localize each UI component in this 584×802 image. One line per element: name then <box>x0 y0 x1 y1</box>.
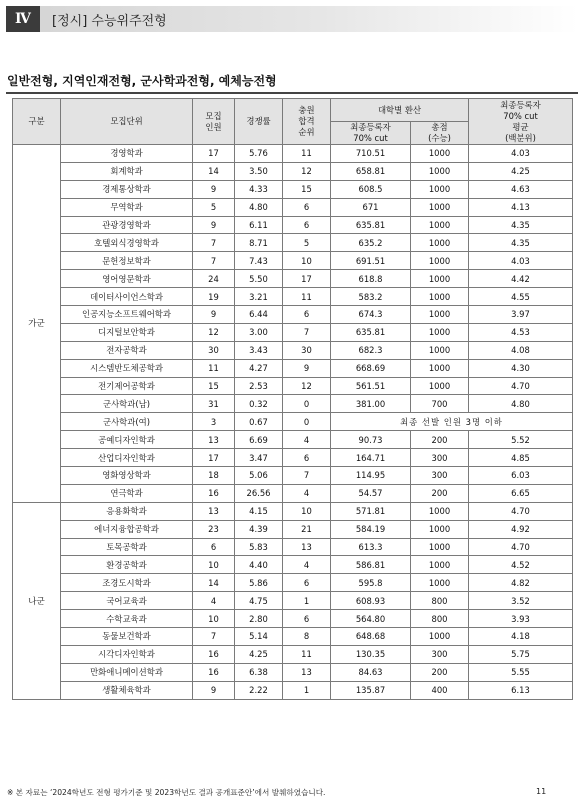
cell-dept: 연극학과 <box>61 484 193 502</box>
cell-total: 400 <box>411 681 469 699</box>
cell-dept: 산업디자인학과 <box>61 449 193 467</box>
group-label: 가군 <box>13 145 61 503</box>
cell-total: 1000 <box>411 198 469 216</box>
cell-order: 6 <box>283 449 331 467</box>
cell-total: 1000 <box>411 306 469 324</box>
cell-avg: 4.35 <box>469 216 573 234</box>
cell-quota: 13 <box>193 502 235 520</box>
table-row <box>13 145 573 163</box>
cell-avg: 4.55 <box>469 288 573 306</box>
cell-note: 최종 선발 인원 3명 이하 <box>331 413 573 431</box>
table-row <box>13 341 573 359</box>
cell-avg: 6.13 <box>469 681 573 699</box>
cell-ratio: 2.80 <box>235 610 283 628</box>
cell-avg: 6.03 <box>469 467 573 485</box>
cell-ratio: 5.14 <box>235 628 283 646</box>
cell-ratio: 2.53 <box>235 377 283 395</box>
cell-avg: 5.55 <box>469 663 573 681</box>
cell-dept: 영어영문학과 <box>61 270 193 288</box>
cell-total: 800 <box>411 610 469 628</box>
table-row <box>13 180 573 198</box>
cell-quota: 16 <box>193 484 235 502</box>
cell-order: 11 <box>283 645 331 663</box>
table-row <box>13 592 573 610</box>
table-row <box>13 395 573 413</box>
cell-quota: 5 <box>193 198 235 216</box>
cell-total: 1000 <box>411 377 469 395</box>
footnote: ※ 본 자료는 ‘2024학년도 전형 평가기준 및 2023학년도 결과 공개표준안’에서 발췌하였습니다. <box>7 788 326 797</box>
cell-dept: 수학교육과 <box>61 610 193 628</box>
table-row <box>13 198 573 216</box>
table-body <box>13 145 573 700</box>
cell-dept: 인공지능소프트웨어학과 <box>61 306 193 324</box>
cell-avg: 4.53 <box>469 323 573 341</box>
header-conv-cut: 최종등록자 70% cut <box>331 122 411 145</box>
header-conv-total: 총점 (수능) <box>411 122 469 145</box>
cell-quota: 17 <box>193 145 235 163</box>
table-subtitle: 일반전형, 지역인재전형, 군사학과전형, 예체능전형 <box>7 74 277 88</box>
cell-cut: 135.87 <box>331 681 411 699</box>
section-number-badge: Ⅳ <box>6 6 40 32</box>
header-order: 충원 합격 순위 <box>283 99 331 145</box>
cell-order: 6 <box>283 306 331 324</box>
cell-dept: 전자공학과 <box>61 341 193 359</box>
cell-cut: 595.8 <box>331 574 411 592</box>
cell-cut: 84.63 <box>331 663 411 681</box>
cell-cut: 635.2 <box>331 234 411 252</box>
cell-quota: 12 <box>193 323 235 341</box>
cell-quota: 11 <box>193 359 235 377</box>
cell-cut: 583.2 <box>331 288 411 306</box>
cell-dept: 호텔외식경영학과 <box>61 234 193 252</box>
cell-ratio: 6.38 <box>235 663 283 681</box>
cell-order: 1 <box>283 592 331 610</box>
cell-total: 1000 <box>411 145 469 163</box>
cell-total: 1000 <box>411 270 469 288</box>
cell-ratio: 0.32 <box>235 395 283 413</box>
cell-cut: 90.73 <box>331 431 411 449</box>
cell-order: 0 <box>283 413 331 431</box>
cell-total: 1000 <box>411 162 469 180</box>
table-row <box>13 556 573 574</box>
header-ratio: 경쟁률 <box>235 99 283 145</box>
cell-avg: 4.70 <box>469 538 573 556</box>
table-row <box>13 288 573 306</box>
cell-quota: 23 <box>193 520 235 538</box>
cell-avg: 4.82 <box>469 574 573 592</box>
cell-quota: 14 <box>193 574 235 592</box>
section-header <box>6 6 578 32</box>
cell-quota: 9 <box>193 306 235 324</box>
cell-order: 13 <box>283 538 331 556</box>
cell-avg: 3.97 <box>469 306 573 324</box>
cell-dept: 응용화학과 <box>61 502 193 520</box>
cell-order: 10 <box>283 502 331 520</box>
cell-quota: 30 <box>193 341 235 359</box>
cell-quota: 31 <box>193 395 235 413</box>
cell-cut: 561.51 <box>331 377 411 395</box>
cell-quota: 15 <box>193 377 235 395</box>
cell-ratio: 4.15 <box>235 502 283 520</box>
cell-order: 7 <box>283 323 331 341</box>
admission-results-table <box>12 98 573 700</box>
cell-quota: 9 <box>193 681 235 699</box>
cell-avg: 4.52 <box>469 556 573 574</box>
table-row <box>13 449 573 467</box>
table-row <box>13 628 573 646</box>
table-row <box>13 663 573 681</box>
cell-total: 1000 <box>411 556 469 574</box>
cell-avg: 4.03 <box>469 145 573 163</box>
cell-order: 12 <box>283 162 331 180</box>
cell-order: 6 <box>283 216 331 234</box>
cell-total: 1000 <box>411 323 469 341</box>
cell-ratio: 6.69 <box>235 431 283 449</box>
cell-ratio: 3.21 <box>235 288 283 306</box>
table-row <box>13 216 573 234</box>
cell-cut: 668.69 <box>331 359 411 377</box>
cell-avg: 4.35 <box>469 234 573 252</box>
cell-quota: 10 <box>193 610 235 628</box>
cell-cut: 114.95 <box>331 467 411 485</box>
cell-ratio: 3.43 <box>235 341 283 359</box>
cell-dept: 영화영상학과 <box>61 467 193 485</box>
cell-quota: 18 <box>193 467 235 485</box>
cell-ratio: 26.56 <box>235 484 283 502</box>
table-row <box>13 610 573 628</box>
cell-total: 1000 <box>411 252 469 270</box>
cell-quota: 13 <box>193 431 235 449</box>
cell-cut: 691.51 <box>331 252 411 270</box>
cell-ratio: 7.43 <box>235 252 283 270</box>
cell-avg: 4.63 <box>469 180 573 198</box>
cell-quota: 24 <box>193 270 235 288</box>
cell-cut: 586.81 <box>331 556 411 574</box>
cell-dept: 경영학과 <box>61 145 193 163</box>
cell-avg: 3.93 <box>469 610 573 628</box>
cell-ratio: 4.80 <box>235 198 283 216</box>
cell-cut: 648.68 <box>331 628 411 646</box>
cell-total: 300 <box>411 467 469 485</box>
cell-cut: 710.51 <box>331 145 411 163</box>
cell-ratio: 3.47 <box>235 449 283 467</box>
cell-order: 6 <box>283 198 331 216</box>
cell-order: 5 <box>283 234 331 252</box>
page-number: 11 <box>536 787 547 796</box>
cell-dept: 시각디자인학과 <box>61 645 193 663</box>
cell-dept: 토목공학과 <box>61 538 193 556</box>
table-row <box>13 413 573 431</box>
cell-cut: 130.35 <box>331 645 411 663</box>
cell-cut: 608.5 <box>331 180 411 198</box>
cell-avg: 4.92 <box>469 520 573 538</box>
cell-dept: 군사학과(남) <box>61 395 193 413</box>
cell-total: 200 <box>411 663 469 681</box>
cell-ratio: 5.50 <box>235 270 283 288</box>
cell-quota: 17 <box>193 449 235 467</box>
cell-quota: 16 <box>193 645 235 663</box>
cell-avg: 4.42 <box>469 270 573 288</box>
group-label: 나군 <box>13 502 61 699</box>
cell-avg: 4.70 <box>469 502 573 520</box>
header-dept: 모집단위 <box>61 99 193 145</box>
cell-ratio: 5.83 <box>235 538 283 556</box>
cell-order: 11 <box>283 288 331 306</box>
cell-cut: 608.93 <box>331 592 411 610</box>
cell-order: 4 <box>283 431 331 449</box>
cell-cut: 682.3 <box>331 341 411 359</box>
cell-cut: 381.00 <box>331 395 411 413</box>
cell-cut: 571.81 <box>331 502 411 520</box>
cell-total: 1000 <box>411 216 469 234</box>
cell-total: 1000 <box>411 520 469 538</box>
cell-dept: 문헌정보학과 <box>61 252 193 270</box>
cell-total: 1000 <box>411 628 469 646</box>
cell-dept: 무역학과 <box>61 198 193 216</box>
cell-cut: 54.57 <box>331 484 411 502</box>
cell-order: 0 <box>283 395 331 413</box>
cell-order: 12 <box>283 377 331 395</box>
table-row <box>13 467 573 485</box>
cell-ratio: 4.75 <box>235 592 283 610</box>
table-row <box>13 645 573 663</box>
cell-dept: 만화애니메이션학과 <box>61 663 193 681</box>
cell-cut: 613.3 <box>331 538 411 556</box>
cell-avg: 3.52 <box>469 592 573 610</box>
cell-dept: 공예디자인학과 <box>61 431 193 449</box>
cell-order: 7 <box>283 467 331 485</box>
cell-order: 10 <box>283 252 331 270</box>
cell-dept: 관광경영학과 <box>61 216 193 234</box>
cell-quota: 16 <box>193 663 235 681</box>
subtitle-rule <box>6 92 578 94</box>
cell-dept: 생활체육학과 <box>61 681 193 699</box>
cell-quota: 7 <box>193 628 235 646</box>
cell-quota: 9 <box>193 180 235 198</box>
cell-ratio: 2.22 <box>235 681 283 699</box>
cell-avg: 5.52 <box>469 431 573 449</box>
cell-total: 1000 <box>411 538 469 556</box>
cell-ratio: 4.25 <box>235 645 283 663</box>
cell-ratio: 5.76 <box>235 145 283 163</box>
cell-cut: 584.19 <box>331 520 411 538</box>
cell-dept: 전기제어공학과 <box>61 377 193 395</box>
cell-avg: 4.18 <box>469 628 573 646</box>
cell-ratio: 8.71 <box>235 234 283 252</box>
cell-total: 800 <box>411 592 469 610</box>
cell-dept: 환경공학과 <box>61 556 193 574</box>
cell-avg: 4.85 <box>469 449 573 467</box>
header-quota: 모집 인원 <box>193 99 235 145</box>
cell-order: 4 <box>283 556 331 574</box>
cell-avg: 6.65 <box>469 484 573 502</box>
cell-ratio: 5.06 <box>235 467 283 485</box>
cell-quota: 3 <box>193 413 235 431</box>
cell-cut: 164.71 <box>331 449 411 467</box>
cell-order: 9 <box>283 359 331 377</box>
cell-order: 13 <box>283 663 331 681</box>
cell-avg: 4.30 <box>469 359 573 377</box>
table-row <box>13 431 573 449</box>
cell-quota: 4 <box>193 592 235 610</box>
cell-dept: 회계학과 <box>61 162 193 180</box>
table-row <box>13 270 573 288</box>
cell-dept: 데이터사이언스학과 <box>61 288 193 306</box>
header-group: 구분 <box>13 99 61 145</box>
cell-total: 300 <box>411 449 469 467</box>
cell-quota: 7 <box>193 252 235 270</box>
cell-quota: 14 <box>193 162 235 180</box>
cell-dept: 동물보건학과 <box>61 628 193 646</box>
cell-total: 300 <box>411 645 469 663</box>
section-title: [정시] 수능위주전형 <box>52 14 167 29</box>
cell-total: 700 <box>411 395 469 413</box>
table-row <box>13 162 573 180</box>
header-final-avg: 최종등록자 70% cut 평균 (백분위) <box>469 99 573 145</box>
cell-ratio: 5.86 <box>235 574 283 592</box>
cell-total: 1000 <box>411 341 469 359</box>
cell-order: 21 <box>283 520 331 538</box>
cell-ratio: 4.40 <box>235 556 283 574</box>
table-row <box>13 520 573 538</box>
cell-quota: 6 <box>193 538 235 556</box>
cell-total: 200 <box>411 484 469 502</box>
cell-cut: 635.81 <box>331 216 411 234</box>
cell-avg: 4.13 <box>469 198 573 216</box>
cell-dept: 에너지융합공학과 <box>61 520 193 538</box>
cell-avg: 4.08 <box>469 341 573 359</box>
cell-cut: 671 <box>331 198 411 216</box>
table-row <box>13 377 573 395</box>
cell-order: 17 <box>283 270 331 288</box>
cell-order: 15 <box>283 180 331 198</box>
cell-ratio: 3.00 <box>235 323 283 341</box>
cell-quota: 10 <box>193 556 235 574</box>
cell-ratio: 6.44 <box>235 306 283 324</box>
cell-avg: 4.80 <box>469 395 573 413</box>
cell-cut: 635.81 <box>331 323 411 341</box>
cell-order: 8 <box>283 628 331 646</box>
cell-total: 1000 <box>411 180 469 198</box>
cell-order: 6 <box>283 574 331 592</box>
cell-total: 1000 <box>411 574 469 592</box>
cell-dept: 디지털보안학과 <box>61 323 193 341</box>
cell-dept: 시스템반도체공학과 <box>61 359 193 377</box>
cell-cut: 674.3 <box>331 306 411 324</box>
cell-order: 30 <box>283 341 331 359</box>
cell-ratio: 4.27 <box>235 359 283 377</box>
cell-avg: 4.03 <box>469 252 573 270</box>
cell-quota: 7 <box>193 234 235 252</box>
cell-total: 1000 <box>411 359 469 377</box>
table-row <box>13 538 573 556</box>
cell-avg: 4.25 <box>469 162 573 180</box>
cell-order: 1 <box>283 681 331 699</box>
table-row <box>13 323 573 341</box>
header-conversion: 대학별 환산 <box>331 99 469 122</box>
cell-total: 1000 <box>411 234 469 252</box>
cell-cut: 658.81 <box>331 162 411 180</box>
cell-dept: 조경도시학과 <box>61 574 193 592</box>
cell-total: 200 <box>411 431 469 449</box>
table-row <box>13 234 573 252</box>
table-row <box>13 681 573 699</box>
cell-quota: 9 <box>193 216 235 234</box>
cell-ratio: 0.67 <box>235 413 283 431</box>
table-row <box>13 306 573 324</box>
cell-total: 1000 <box>411 502 469 520</box>
cell-quota: 19 <box>193 288 235 306</box>
cell-ratio: 4.33 <box>235 180 283 198</box>
cell-avg: 5.75 <box>469 645 573 663</box>
table-row <box>13 484 573 502</box>
cell-order: 11 <box>283 145 331 163</box>
table-row <box>13 574 573 592</box>
cell-order: 4 <box>283 484 331 502</box>
cell-cut: 564.80 <box>331 610 411 628</box>
cell-dept: 경제통상학과 <box>61 180 193 198</box>
table-row <box>13 252 573 270</box>
table-row <box>13 502 573 520</box>
cell-ratio: 4.39 <box>235 520 283 538</box>
cell-order: 6 <box>283 610 331 628</box>
cell-dept: 군사학과(여) <box>61 413 193 431</box>
cell-ratio: 3.50 <box>235 162 283 180</box>
cell-avg: 4.70 <box>469 377 573 395</box>
cell-dept: 국어교육과 <box>61 592 193 610</box>
table-row <box>13 359 573 377</box>
cell-ratio: 6.11 <box>235 216 283 234</box>
cell-total: 1000 <box>411 288 469 306</box>
cell-cut: 618.8 <box>331 270 411 288</box>
